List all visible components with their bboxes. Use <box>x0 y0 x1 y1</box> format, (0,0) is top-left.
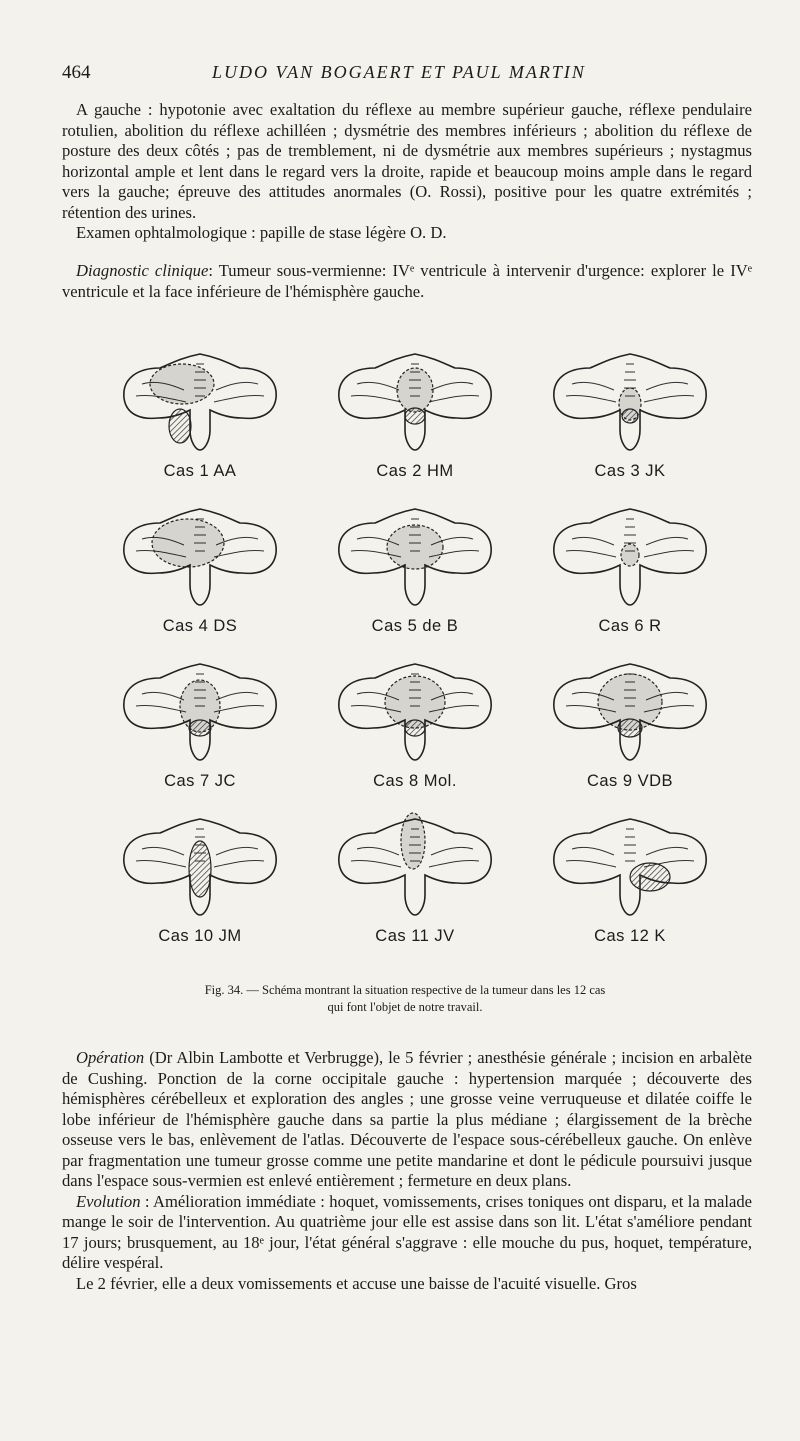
case-schema <box>554 664 706 760</box>
folia-lines <box>214 382 264 402</box>
tumor-region <box>189 720 211 736</box>
cerebellum-outline <box>554 819 706 915</box>
folia-lines <box>214 692 264 712</box>
diagnosis-text: : Tumeur sous-vermienne: IVᵉ ventricule à intervenir d'urgence: explorer le IVᵉ ventricule et la face inférieure de l'hémisphère gauche. <box>62 261 752 301</box>
case-label: Cas 6 R <box>598 617 662 635</box>
case-schema <box>339 664 491 760</box>
folia-lines <box>566 847 616 867</box>
running-title: LUDO VAN BOGAERT ET PAUL MARTIN <box>212 62 586 82</box>
case-schema <box>124 354 276 450</box>
case-label: Cas 4 DS <box>162 617 238 635</box>
caption-line-1: Fig. 34. — Schéma montrant la situation respective de la tumeur dans les 12 cas <box>204 983 606 997</box>
folia-lines <box>566 537 616 557</box>
tumor-region <box>189 841 211 897</box>
operation-text: (Dr Albin Lambotte et Verbrugge), le 5 février ; anesthésie générale ; incision en arbalète de Cushing. Ponction de la corne occipitale gauche : hypertension marquée ; découverte des hémisphères cérébelleux et exploration des angles ; une grosse veine verruqueuse et dilatée coiffe le lobe inférieur de l'hémisphère gauche dans sa partie la plus médiane ; élargissement de la brèche osseuse vers le bas, enlèvement de l'atlas. Découverte de l'espace sous-cérébelleux gauche. On enlève par fragmentation une tumeur grosse comme une petite mandarine et dont le pédicule poursuivi jusque dans l'espace sous-vermien est enlevé entièrement ; fermeture en deux plans. <box>62 1048 752 1190</box>
tumor-region <box>152 519 224 567</box>
case-label: Cas 7 JC <box>164 772 236 790</box>
case-label: Cas 5 de B <box>371 617 459 635</box>
case-label: Cas 2 HM <box>376 462 454 480</box>
findings-paragraph: A gauche : hypotonie avec exaltation du réflexe au membre supérieur gauche, réflexe pendulaire rotulien, abolition du réflexe achilléen ; dysmétrie des membres inférieurs ; abolition du réflexe de posture des deux côtés ; pas de tremblement, ni de dysmétrie aux membres supérieurs ; nystagmus horizontal ample et lent dans le regard vers la droite, rapide et beaucoup moins ample dans le regard vers la gauche; épreuve des attitudes anormales (O. Rossi), positive pour les quatre extrémités ; rétention des urines. <box>62 100 752 222</box>
evolution-text: : Amélioration immédiate : hoquet, vomissements, crises toniques ont disparu, et la malade mange le soir de l'intervention. Au quatrième jour elle est assise dans son lit. L'état s'améliore pendant 17 jours; brusquement, au 18ᵉ jour, l'état général s'aggrave : elle mouche du pus, hoquet, température, délire vespéral. <box>62 1191 752 1272</box>
folia-lines <box>214 847 264 867</box>
case-schema <box>554 354 706 450</box>
case-label: Cas 1 AA <box>163 462 237 480</box>
folia-lines <box>351 382 401 402</box>
folia-lines <box>429 382 479 402</box>
case-label: Cas 10 JM <box>158 927 242 945</box>
tumor-region <box>618 719 642 737</box>
operation-block <box>62 1048 752 1294</box>
operation-label: Opération <box>76 1048 145 1067</box>
diagnosis-block <box>62 261 752 302</box>
case-schema <box>124 664 276 760</box>
case-label: Cas 11 JV <box>375 927 455 945</box>
evolution-label: Evolution <box>76 1191 141 1211</box>
case-schema <box>554 819 706 915</box>
tumor-region <box>405 408 425 424</box>
clinical-findings <box>62 100 752 244</box>
case-schema <box>554 509 706 605</box>
case-label: Cas 3 JK <box>594 462 666 480</box>
folia-lines <box>644 537 694 557</box>
figure-caption <box>110 982 700 1016</box>
folia-lines <box>566 382 616 402</box>
tumor-region <box>150 364 214 404</box>
figure-cerebellum-schemas <box>110 340 720 950</box>
schema-grid <box>110 340 720 950</box>
tumor-region <box>630 863 670 891</box>
folia-lines <box>429 847 479 867</box>
tumor-region <box>405 720 425 736</box>
folia-lines <box>136 847 186 867</box>
tumor-region <box>622 409 638 423</box>
running-head <box>62 62 742 90</box>
page-number: 464 <box>62 62 91 83</box>
tumor-region <box>169 409 191 443</box>
diagnosis-label: Diagnostic clinique <box>76 261 209 280</box>
ophthalmology-paragraph: Examen ophtalmologique : papille de stase légère O. D. <box>76 223 447 242</box>
case-schema <box>339 509 491 605</box>
folia-lines <box>644 382 694 402</box>
final-paragraph: Le 2 février, elle a deux vomissements et accuse une baisse de l'acuité visuelle. Gros <box>76 1273 637 1293</box>
case-schema <box>124 819 276 915</box>
case-schema <box>339 813 491 915</box>
tumor-region <box>387 525 443 569</box>
tumor-region <box>621 544 639 566</box>
case-label: Cas 9 VDB <box>586 772 674 790</box>
case-schema <box>339 354 491 450</box>
case-schema <box>124 509 276 605</box>
folia-lines <box>351 847 401 867</box>
tumor-region <box>401 813 425 869</box>
case-label: Cas 8 Mol. <box>373 772 457 790</box>
case-label: Cas 12 K <box>594 927 666 945</box>
folia-lines <box>136 692 186 712</box>
caption-line-2: qui font l'objet de notre travail. <box>327 1000 483 1014</box>
tumor-region <box>397 368 433 412</box>
vermis-marks <box>624 829 636 861</box>
